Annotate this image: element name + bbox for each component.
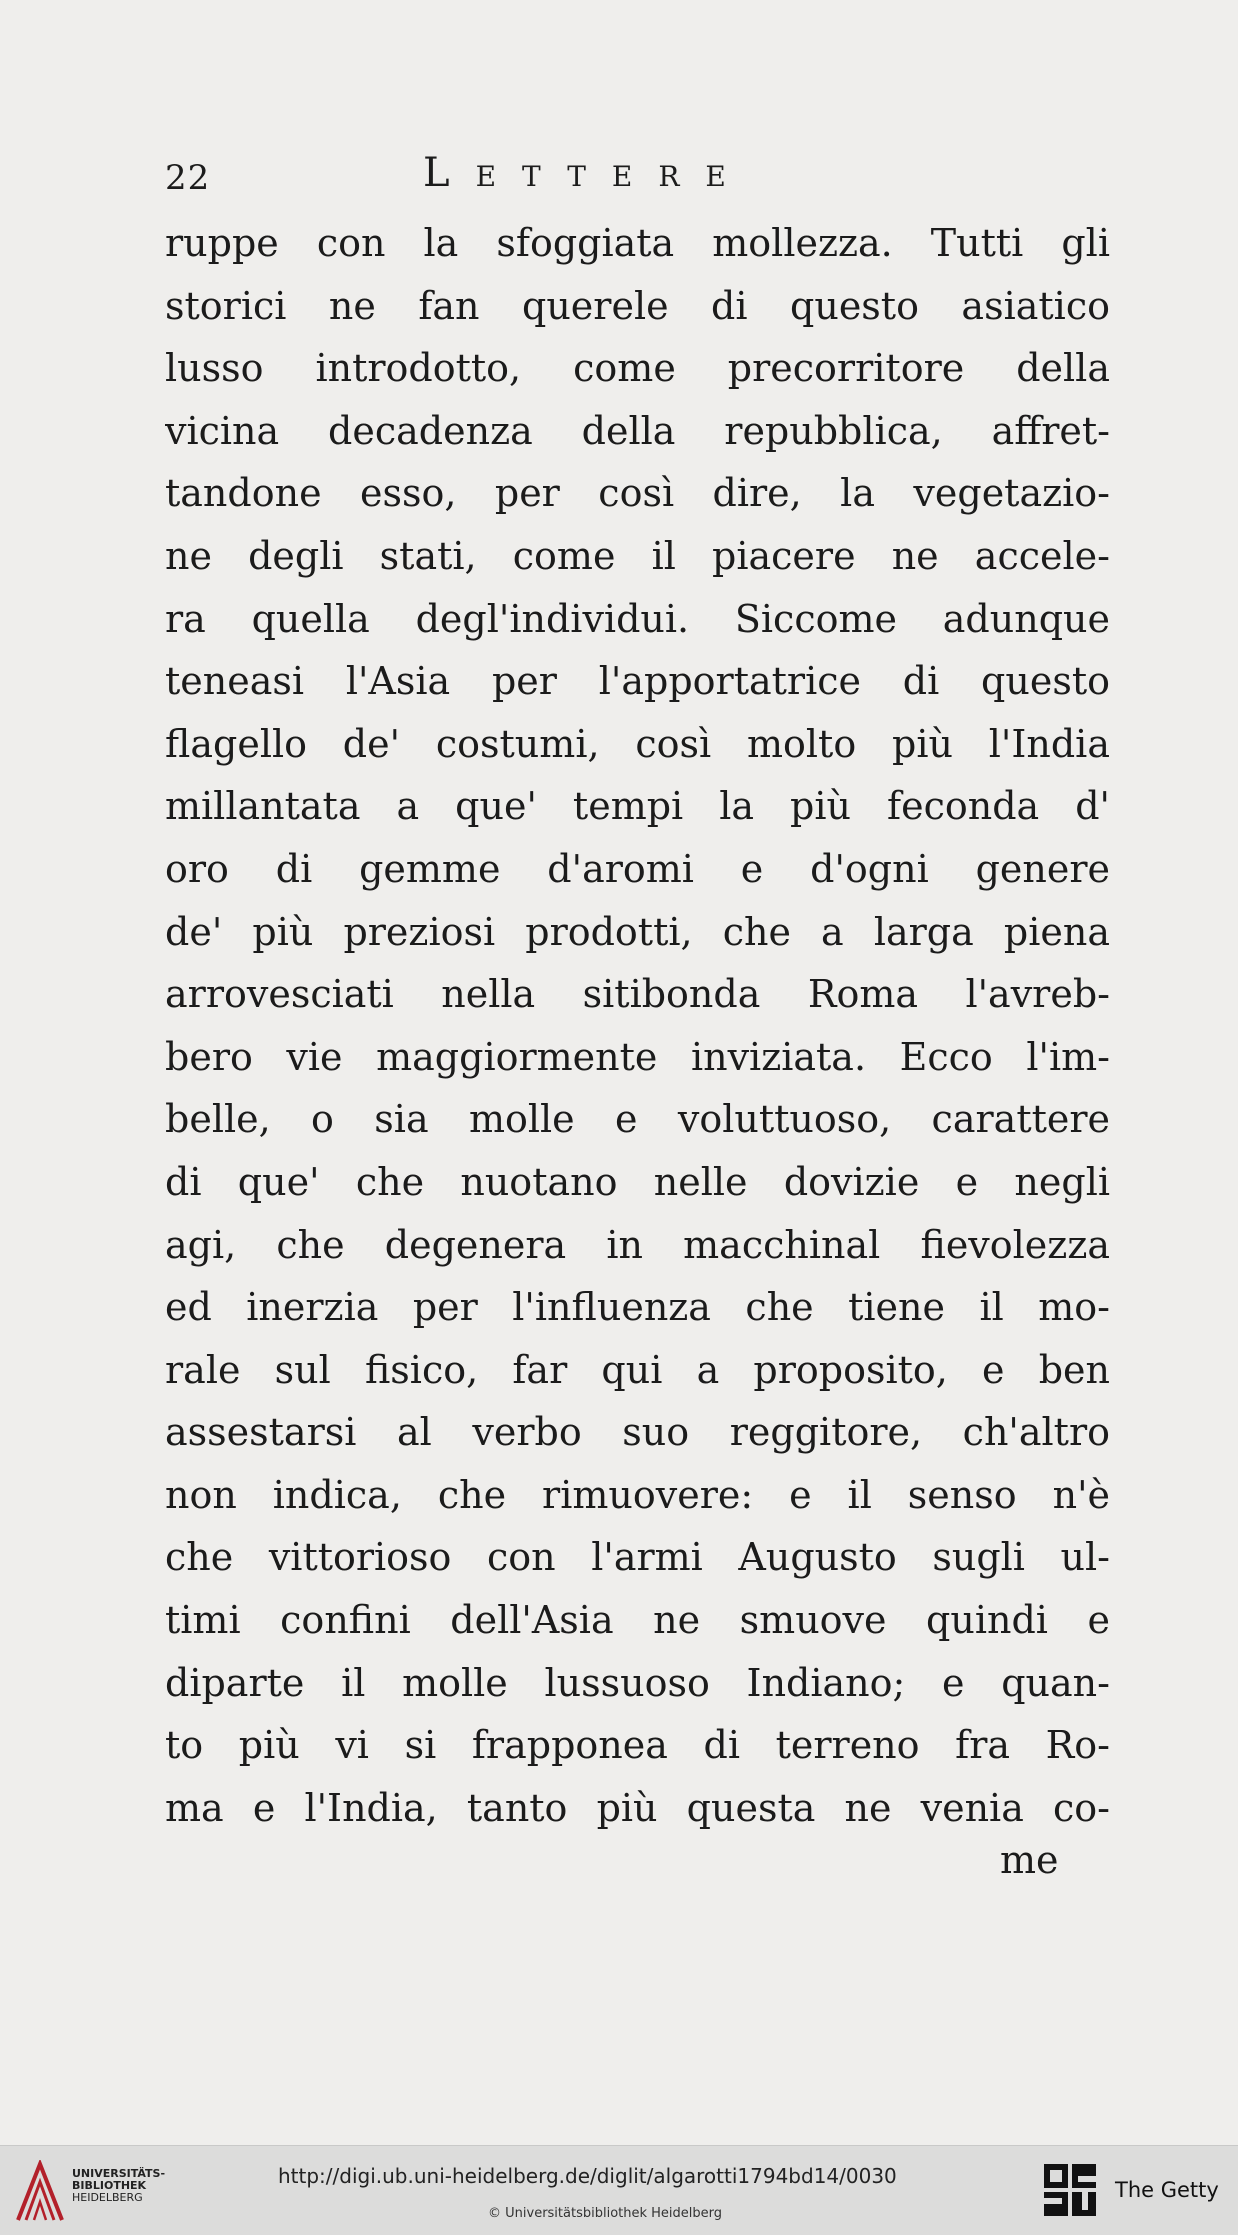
text-line: to più vi si frapponea di terreno fra Ro- <box>165 1723 1110 1768</box>
footer-bar <box>0 2145 1238 2235</box>
text-line: diparte il molle lussuoso Indiano; e quan- <box>165 1660 1110 1705</box>
text-line: che vittorioso con l'armi Augusto sugli ul- <box>165 1535 1110 1580</box>
getty-logo-icon[interactable] <box>1042 2162 1098 2218</box>
text-line: rale sul fisico, far qui a proposito, e ben <box>165 1347 1110 1392</box>
page-header <box>165 150 1065 210</box>
text-line: arrovesciati nella sitibonda Roma l'avreb- <box>165 972 1110 1017</box>
text-line: ma e l'India, tanto più questa ne venia co- <box>165 1785 1110 1830</box>
text-line: de' più preziosi prodotti, che a larga piena <box>165 909 1110 954</box>
library-name-line: BIBLIOTHEK <box>72 2179 147 2192</box>
partner-name: The Getty <box>1115 2178 1219 2202</box>
text-line: vicina decadenza della repubblica, affret- <box>165 408 1110 453</box>
text-line: lusso introdotto, come precorritore della <box>165 346 1110 391</box>
page-number: 22 <box>165 158 211 198</box>
library-name-line: HEIDELBERG <box>72 2191 143 2204</box>
text-line: ne degli stati, come il piacere ne accele- <box>165 533 1110 578</box>
heidelberg-library-logo-icon[interactable] <box>14 2160 66 2222</box>
text-line: timi confini dell'Asia ne smuove quindi e <box>165 1598 1110 1643</box>
text-line: non indica, che rimuovere: e il senso n'è <box>165 1472 1110 1517</box>
copyright-notice: © Universitätsbibliothek Heidelberg <box>488 2206 723 2221</box>
text-line: oro di gemme d'aromi e d'ogni genere <box>165 846 1110 891</box>
library-name <box>72 2168 165 2204</box>
catchword: me <box>1000 1838 1059 1882</box>
text-line: tandone esso, per così dire, la vegetazio- <box>165 471 1110 516</box>
text-line: agi, che degenera in macchinal fievolezza <box>165 1222 1110 1267</box>
text-line: ruppe con la sfoggiata mollezza. Tutti gli <box>165 221 1110 265</box>
body-text <box>165 212 1110 1839</box>
text-line: di que' che nuotano nelle dovizie e negli <box>165 1159 1110 1204</box>
text-line: ed inerzia per l'influenza che tiene il mo- <box>165 1285 1110 1330</box>
library-name-line: UNIVERSITÄTS- <box>72 2167 166 2180</box>
text-line: belle, o sia molle e voluttuoso, carattere <box>165 1097 1110 1142</box>
text-line: ra quella degl'individui. Siccome adunque <box>165 596 1110 641</box>
text-line: storici ne fan querele di questo asiatico <box>165 283 1110 328</box>
text-line: assestarsi al verbo suo reggitore, ch'altro <box>165 1410 1110 1455</box>
text-line: flagello de' costumi, così molto più l'India <box>165 721 1110 766</box>
permalink-url[interactable]: http://digi.ub.uni-heidelberg.de/diglit/algarotti1794bd14/0030 <box>278 2164 897 2188</box>
text-line: millantata a que' tempi la più feconda d' <box>165 784 1110 829</box>
text-line: bero vie maggiormente inviziata. Ecco l'im- <box>165 1034 1110 1079</box>
running-head: Lettere <box>423 150 752 196</box>
text-line: teneasi l'Asia per l'apportatrice di questo <box>165 659 1110 704</box>
